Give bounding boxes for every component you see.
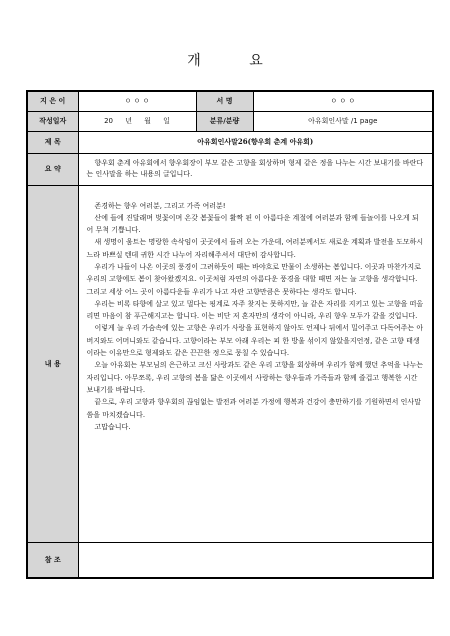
content-paragraph: 끝으로, 우리 고향과 향우회의 끊임없는 발전과 여러분 가정에 행복과 건강이 충만하기를 기원하면서 인사말씀을 마치겠습니다. — [86, 398, 421, 419]
category-value: 아유회인사말 /1 page — [253, 111, 433, 131]
content-label: 내 용 — [27, 185, 78, 542]
overview-table — [26, 90, 434, 579]
content-paragraph: 고맙습니다. — [94, 422, 131, 431]
summary-text: 향우회 춘계 아유회에서 향우회장이 부모 같은 고향을 회상하며 형제 같은 정을 나누는 시간 보내기를 바란다는 인사말을 하는 내용의 글입니다. — [86, 159, 424, 178]
date-label: 작성일자 — [27, 111, 78, 131]
content-paragraph: 새 생명이 움트는 명랑한 속삭임이 곳곳에서 들려 오는 가운데, 여러분께서도 새로운 계획과 발전을 도모하시느라 바쁘실 텐데 귀한 시간 나누어 자리해주셔서 대단히 감사합니다. — [86, 238, 424, 259]
content-paragraph: 우리가 나들이 나온 이곳의 풍경이 그려하듯이 때는 바야흐로 만물이 소생하는 봄입니다. 이곳과 마찬가지로 우리의 고향에도 봄이 찾아왔겠지요. 이곳처럼 자연의 아름다운 풍경을 대할 때면 저는 늘 고향을 생각합니다. 그리고 세상 어느 곳이 아름다운들 우리가 나고 자란 고향만큼은 못하다는 생각도 합니다. — [86, 262, 421, 296]
writer-value: ㅇ ㅇ ㅇ — [78, 91, 196, 111]
signature-label: 서 명 — [196, 91, 253, 111]
reference-value — [78, 542, 433, 578]
content-row — [27, 185, 433, 542]
signature-value: ㅇ ㅇ ㅇ — [253, 91, 433, 111]
content-paragraph: 존경하는 향우 여러분, 그리고 가족 여러분! — [94, 201, 226, 210]
reference-label: 참 조 — [27, 542, 78, 578]
content-cell — [78, 185, 433, 542]
summary-cell — [78, 153, 433, 185]
document-title: 개 요 — [187, 53, 285, 69]
subject-label: 제 목 — [27, 131, 78, 153]
content-paragraph: 오늘 아유회는 부모님의 은근하고 크신 사랑과도 같은 우리 고향을 회상하며 우리가 함께 했던 추억을 나누는 자리입니다. 아무쪼록, 우리 고향의 봄을 닮은 이곳에서 사랑하는 향우들과 가족들과 함께 즐겁고 행복한 시간 보내기를 바랍니다. — [86, 361, 424, 394]
summary-label: 요 약 — [27, 153, 78, 185]
writer-row — [27, 91, 433, 111]
category-label: 분류/분량 — [196, 111, 253, 131]
content-paragraph: 이렇게 늘 우리 가슴속에 있는 고향은 우리가 사랑을 표현하지 않아도 언제나 뒤에서 밀어주고 다독여주는 아버지와도 어머니와도 같습니다. 고향이라는 부모 아래 우리는 피 한 방울 섞이지 않았을지언정, 같은 고향 태생이라는 이유만으로 형제와도 같은 끈끈한 정으로 뭉칠 수 있습니다. — [86, 324, 424, 358]
writer-label: 지 은 이 — [27, 91, 78, 111]
content-paragraph: 우리는 비록 타향에 살고 있고 멀다는 핑계로 자주 찾지는 못하지만, 늘 같은 자리를 지키고 있는 고향을 떠올리면 마음이 참 푸근해지고는 합니다. 이는 비단 저 혼자만의 생각이 아니라, 우리 향우 모두가 같을 것입니다. — [86, 299, 424, 321]
content-paragraph: 산에 들에 진달래며 벚꽃이며 온갖 봄꽃들이 활짝 핀 이 아름다운 계절에 여러분과 함께 들놀이를 나오게 되어 무척 기쁩니다. — [86, 213, 419, 235]
reference-row — [27, 542, 433, 578]
subject-row — [27, 131, 433, 153]
date-row — [27, 111, 433, 131]
date-value: 20 년 월 일 — [78, 111, 196, 131]
subject-value: 아유회인사말26(향우회 춘계 아유회) — [78, 131, 433, 153]
summary-row — [27, 153, 433, 185]
